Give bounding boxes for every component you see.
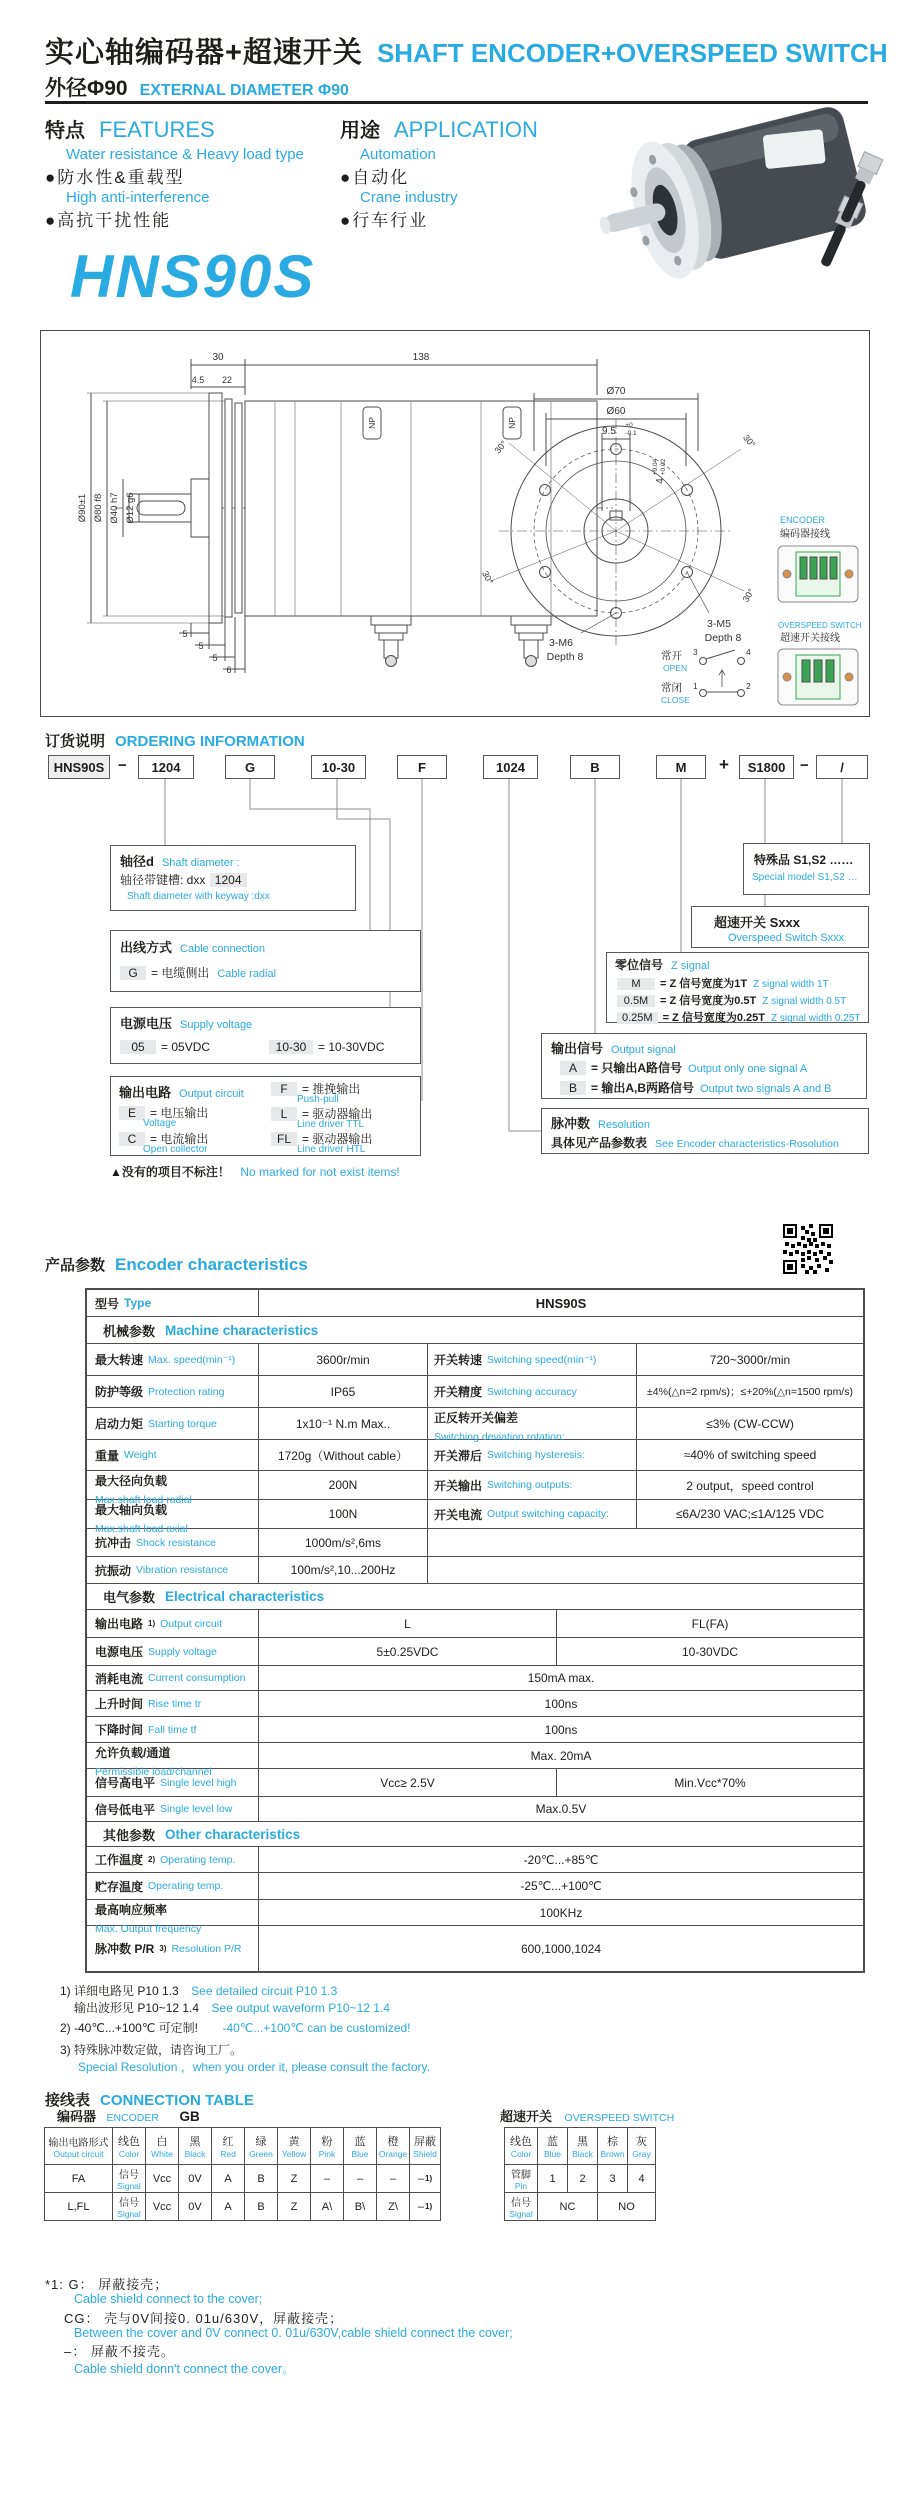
characteristics-table	[85, 1288, 865, 1973]
svg-text:1: 1	[693, 681, 698, 691]
table-row: FA 信号 Signal Vcc 0V A B Z – – – – 1)	[45, 2164, 440, 2192]
order-code-resolution: 1024	[483, 755, 538, 779]
svg-text:OVERSPEED SWITCH: OVERSPEED SWITCH	[778, 621, 862, 630]
svg-text:NP: NP	[367, 417, 377, 429]
svg-text:22: 22	[221, 375, 233, 385]
svg-text:+0.04: +0.04	[652, 458, 659, 476]
note-1b: 输出波形见 P10~12 1.4 See output waveform P10~12 1.4	[74, 2001, 390, 2015]
connection-header: 接线表 CONNECTION TABLE	[45, 2092, 254, 2109]
order-code-z-signal: M	[656, 755, 706, 779]
application-item-1-cn: ●自动化	[340, 168, 410, 187]
svg-text:ENCODER: ENCODER	[780, 515, 826, 525]
table-row: 脉冲数 P/R 3) Resolution P/R 600,1000,1024	[87, 1925, 863, 1971]
ordering-box-cable: 出线方式 Cable connection G = 电缆侧出 Cable radial	[110, 930, 421, 992]
ordering-box-overspeed-switch: 超速开关 Sxxx Overspeed Switch Sxxx	[691, 906, 869, 948]
shaft-code-chip: 1204	[210, 873, 247, 887]
ordering-box-voltage: 电源电压 Supply voltage 05 = 05VDC 10-30 = 10-30VDC	[110, 1007, 421, 1064]
page-subtitle-cn: 外径Φ90	[45, 77, 128, 100]
table-row: 抗冲击 Shock resistance 1000m/s²,6ms	[87, 1528, 863, 1556]
table-header-row: 输出电路形式 Output circuit 线色 Color 白 White 黑 Black 红 Red 绿 Green 黄 Yellow 粉 Pink 蓝 Blue 橙 Orange 屏蔽 Shield	[45, 2128, 440, 2164]
table-row: 启动力矩 Starting torque 1x10⁻¹ N.m Max.. 正反转开关偏差 Switching deviation rotation: ≤3% (CW-CCW)	[87, 1407, 863, 1439]
order-code-cable: G	[225, 755, 275, 779]
order-code-model: HNS90S	[48, 755, 110, 779]
svg-text:138: 138	[412, 352, 430, 363]
svg-text:6: 6	[226, 665, 232, 675]
table-row: 上升时间 Rise time tr 100ns	[87, 1690, 863, 1716]
table-row: 贮存温度 Operating temp. -25℃...+100℃	[87, 1872, 863, 1899]
features-label-en: FEATURES	[99, 117, 215, 142]
svg-text:Depth 8: Depth 8	[546, 651, 584, 663]
ordering-box-z-signal: 零位信号 Z signal M = Z 信号宽度为1T Z signal width 1T 0.5M = Z 信号宽度为0.5T Z signal width 0.5T 0.25M = Z 信号宽度为0.25T Z signal width 0.25T	[606, 952, 869, 1023]
ordering-box-shaft: 轴径d Shaft diameter : 轴径带键槽: dxx 1204 Shaft diameter with keyway :dxx	[110, 845, 356, 911]
ordering-box-output-circuit: 输出电路 Output circuit E = 电压输出 Voltage C = 电流输出 Open collector F = 推挽输出 Push-pull L = 驱动器输出 Line driver TTL FL = 驱动器输出 Line driver HTL	[110, 1076, 421, 1156]
svg-text:5: 5	[198, 641, 204, 651]
features-label-cn: 特点	[45, 120, 85, 142]
svg-text:4: 4	[746, 647, 751, 657]
section-machine: 机械参数 Machine characteristics	[87, 1316, 863, 1343]
svg-text:超速开关接线: 超速开关接线	[780, 633, 840, 644]
cable-code-chip: G	[120, 966, 146, 980]
table-row: 信号低电平 Single level low Max.0.5V	[87, 1796, 863, 1821]
svg-text:Ø90±1: Ø90±1	[77, 493, 88, 523]
table-row: 防护等级 Protection rating IP65 开关精度 Switching accuracy ±4%(△n=2 rpm/s)；≤+20%(△n=1500 rpm/s)	[87, 1375, 863, 1407]
page-title-en: SHAFT ENCODER+OVERSPEED SWITCH	[376, 38, 888, 68]
svg-text:Ø40 h7: Ø40 h7	[109, 492, 120, 524]
table-row: 抗振动 Vibration resistance 100m/s²,10...200Hz	[87, 1556, 863, 1583]
footnote-1-cn: *1: G： 屏蔽接壳；	[45, 2277, 169, 2292]
order-code-circuit: F	[397, 755, 447, 779]
page-title-cn: 实心轴编码器+超速开关	[45, 37, 363, 69]
application-item-2-cn: ●行车行业	[340, 211, 429, 230]
voltage-code-chip-1030: 10-30	[269, 1040, 313, 1054]
footnote-2-en: Between the cover and 0V connect 0. 01u/630V,cable shield connect the cover;	[74, 2326, 513, 2340]
feature-item-1-en: Water resistance & Heavy load type	[66, 146, 304, 163]
svg-text:30°: 30°	[741, 432, 758, 450]
table-row: 信号高电平 Single level high Vcc≥ 2.5V Min.Vcc*70%	[87, 1768, 863, 1796]
encoder-connection-table	[44, 2127, 441, 2221]
order-separator-2: −	[800, 757, 809, 774]
svg-text:3: 3	[693, 647, 698, 657]
section-other: 其他参数 Other characteristics	[87, 1821, 863, 1846]
encoder-connector-icon	[778, 546, 858, 602]
encoder-table-label: 编码器 ENCODER GB	[57, 2109, 200, 2124]
svg-text:+0.02: +0.02	[660, 458, 667, 476]
footnote-1-en: Cable shield connect to the cover;	[74, 2292, 263, 2306]
table-row: 最大转速 Max. speed(min⁻¹) 3600r/min 开关转速 Switching speed(min⁻¹) 720~3000r/min	[87, 1343, 863, 1375]
svg-text:4.5: 4.5	[191, 375, 205, 385]
table-header-row: 线色 Color 蓝 Blue 黑 Black 棕 Brown 灰 Gray	[505, 2128, 655, 2164]
footnote-3-en: Cable shield donn't connect the cover。	[74, 2362, 295, 2376]
ordering-box-output-signal: 输出信号 Output signal A = 只输出A路信号 Output only one signal A B = 输出A,B两路信号 Output two signals A and B	[541, 1033, 867, 1099]
svg-text:Depth 8: Depth 8	[704, 632, 742, 644]
svg-text:2: 2	[746, 681, 751, 691]
features-header	[45, 114, 215, 143]
table-row: 信号 Signal NC NO	[505, 2192, 655, 2220]
application-item-2-en: Crane industry	[360, 189, 458, 206]
svg-text:30: 30	[212, 352, 224, 363]
svg-text:3-M5: 3-M5	[707, 618, 731, 630]
table-row: 输出电路 1) Output circuit L FL(FA)	[87, 1609, 863, 1637]
svg-text:常开: 常开	[661, 650, 682, 662]
svg-text:OPEN: OPEN	[663, 663, 688, 673]
technical-drawing-box	[40, 330, 870, 717]
order-separator: −	[118, 757, 127, 774]
svg-text:-0.1: -0.1	[625, 430, 637, 437]
svg-text:+0: +0	[625, 422, 633, 429]
svg-text:CLOSE: CLOSE	[661, 695, 690, 705]
order-code-special: /	[816, 755, 868, 779]
table-row: 重量 Weight 1720g（Without cable） 开关滞后 Switching hysteresis: ≈40% of switching speed	[87, 1439, 863, 1470]
page-subtitle	[45, 72, 349, 102]
table-row: 型号 Type HNS90S	[87, 1290, 863, 1316]
svg-text:3-M6: 3-M6	[549, 637, 573, 649]
svg-text:Ø80 f8: Ø80 f8	[93, 493, 104, 523]
svg-text:常闭: 常闭	[661, 682, 682, 694]
table-row: 电源电压 Supply voltage 5±0.25VDC 10-30VDC	[87, 1637, 863, 1665]
overspeed-table-label: 超速开关 OVERSPEED SWITCH	[500, 2109, 675, 2124]
technical-drawing	[41, 331, 866, 713]
table-row: 允许负载/通道 Permissible load/channel Max. 20mA	[87, 1742, 863, 1768]
order-code-switch: S1800	[739, 755, 794, 779]
table-row: 最高响应频率 Max. Output frequency 100KHz	[87, 1899, 863, 1925]
page-title	[45, 30, 888, 71]
ordering-header	[45, 730, 305, 751]
feature-item-1-cn: ●防水性&重载型	[45, 168, 185, 187]
ordering-header-en: ORDERING INFORMATION	[115, 733, 305, 750]
note-1: 1) 详细电路见 P10 1.3 See detailed circuit P10 1.3	[60, 1984, 338, 1998]
overspeed-connection-table	[504, 2127, 656, 2221]
model-name: HNS90S	[70, 243, 316, 310]
svg-text:5: 5	[182, 629, 188, 639]
feature-item-2-cn: ●高抗干扰性能	[45, 211, 172, 230]
ordering-note: ▲没有的项目不标注！ No marked for not exist items!	[110, 1165, 400, 1179]
voltage-code-chip-05: 05	[120, 1040, 156, 1054]
order-plus: +	[719, 755, 729, 774]
application-label-en: APPLICATION	[394, 117, 538, 142]
note-2: 2) -40℃...+100℃ 可定制! -40℃...+100℃ can be customized!	[60, 2021, 411, 2035]
note-3-en: Special Resolution ，when you order it, please consult the factory.	[78, 2060, 430, 2074]
feature-item-2-en: High anti-interference	[66, 189, 210, 206]
characteristics-header: 产品参数 Encoder characteristics	[45, 1255, 308, 1274]
order-code-signal: B	[570, 755, 620, 779]
overspeed-connector-icon	[778, 649, 858, 705]
application-item-1-en: Automation	[360, 146, 436, 163]
svg-text:NP: NP	[507, 417, 517, 429]
table-row: 消耗电流 Current consumption 150mA max.	[87, 1665, 863, 1690]
footnote-2-cn: CG： 壳与0V间接0. 01u/630V，屏蔽接壳；	[64, 2311, 344, 2326]
footnote-3-cn: –： 屏蔽不接壳。	[64, 2344, 175, 2359]
page-subtitle-en: EXTERNAL DIAMETER Φ90	[139, 82, 349, 99]
table-row: 最大径向负载 Max.shaft load radial 200N 开关输出 Switching outputs: 2 output，speed control	[87, 1470, 863, 1499]
table-row: L,FL 信号 Signal Vcc 0V A B Z A\ B\ Z\ – 1)	[45, 2192, 440, 2220]
qr-code	[783, 1224, 833, 1274]
ordering-header-cn: 订货说明	[45, 733, 106, 750]
application-label-cn: 用途	[340, 120, 380, 142]
svg-text:Ø70: Ø70	[606, 386, 626, 397]
svg-text:9.5: 9.5	[602, 426, 616, 437]
application-header	[340, 114, 538, 143]
svg-text:30°: 30°	[492, 438, 509, 456]
ordering-box-special: 特殊品 S1,S2 …… Special model S1,S2 …	[743, 843, 870, 895]
svg-text:编码器接线: 编码器接线	[780, 529, 830, 540]
table-row: 工作温度 2) Operating temp. -20℃...+85℃	[87, 1846, 863, 1872]
svg-text:Ø12 g6: Ø12 g6	[125, 492, 136, 524]
product-photo	[575, 96, 895, 306]
svg-text:5: 5	[212, 653, 218, 663]
svg-text:30°: 30°	[480, 569, 496, 586]
order-code-shaft: 1204	[138, 755, 194, 779]
svg-text:4: 4	[655, 478, 666, 484]
ordering-box-resolution: 脉冲数 Resolution 具体见产品参数表 See Encoder characteristics-Rosolution	[541, 1108, 869, 1154]
order-code-voltage: 10-30	[311, 755, 366, 779]
section-electrical: 电气参数 Electrical characteristics	[87, 1583, 863, 1609]
table-row: 最大轴向负载 Max.shaft load axial 100N 开关电流 Output switching capacity: ≤6A/230 VAC;≤1A/125 VDC	[87, 1499, 863, 1528]
svg-text:Ø60: Ø60	[606, 406, 626, 417]
svg-text:30°: 30°	[740, 586, 757, 604]
note-3: 3) 特殊脉冲数定做，请咨询工厂。	[60, 2043, 243, 2057]
table-row: 管脚 Pin 1 2 3 4	[505, 2164, 655, 2192]
table-row: 下降时间 Fall time tf 100ns	[87, 1716, 863, 1742]
